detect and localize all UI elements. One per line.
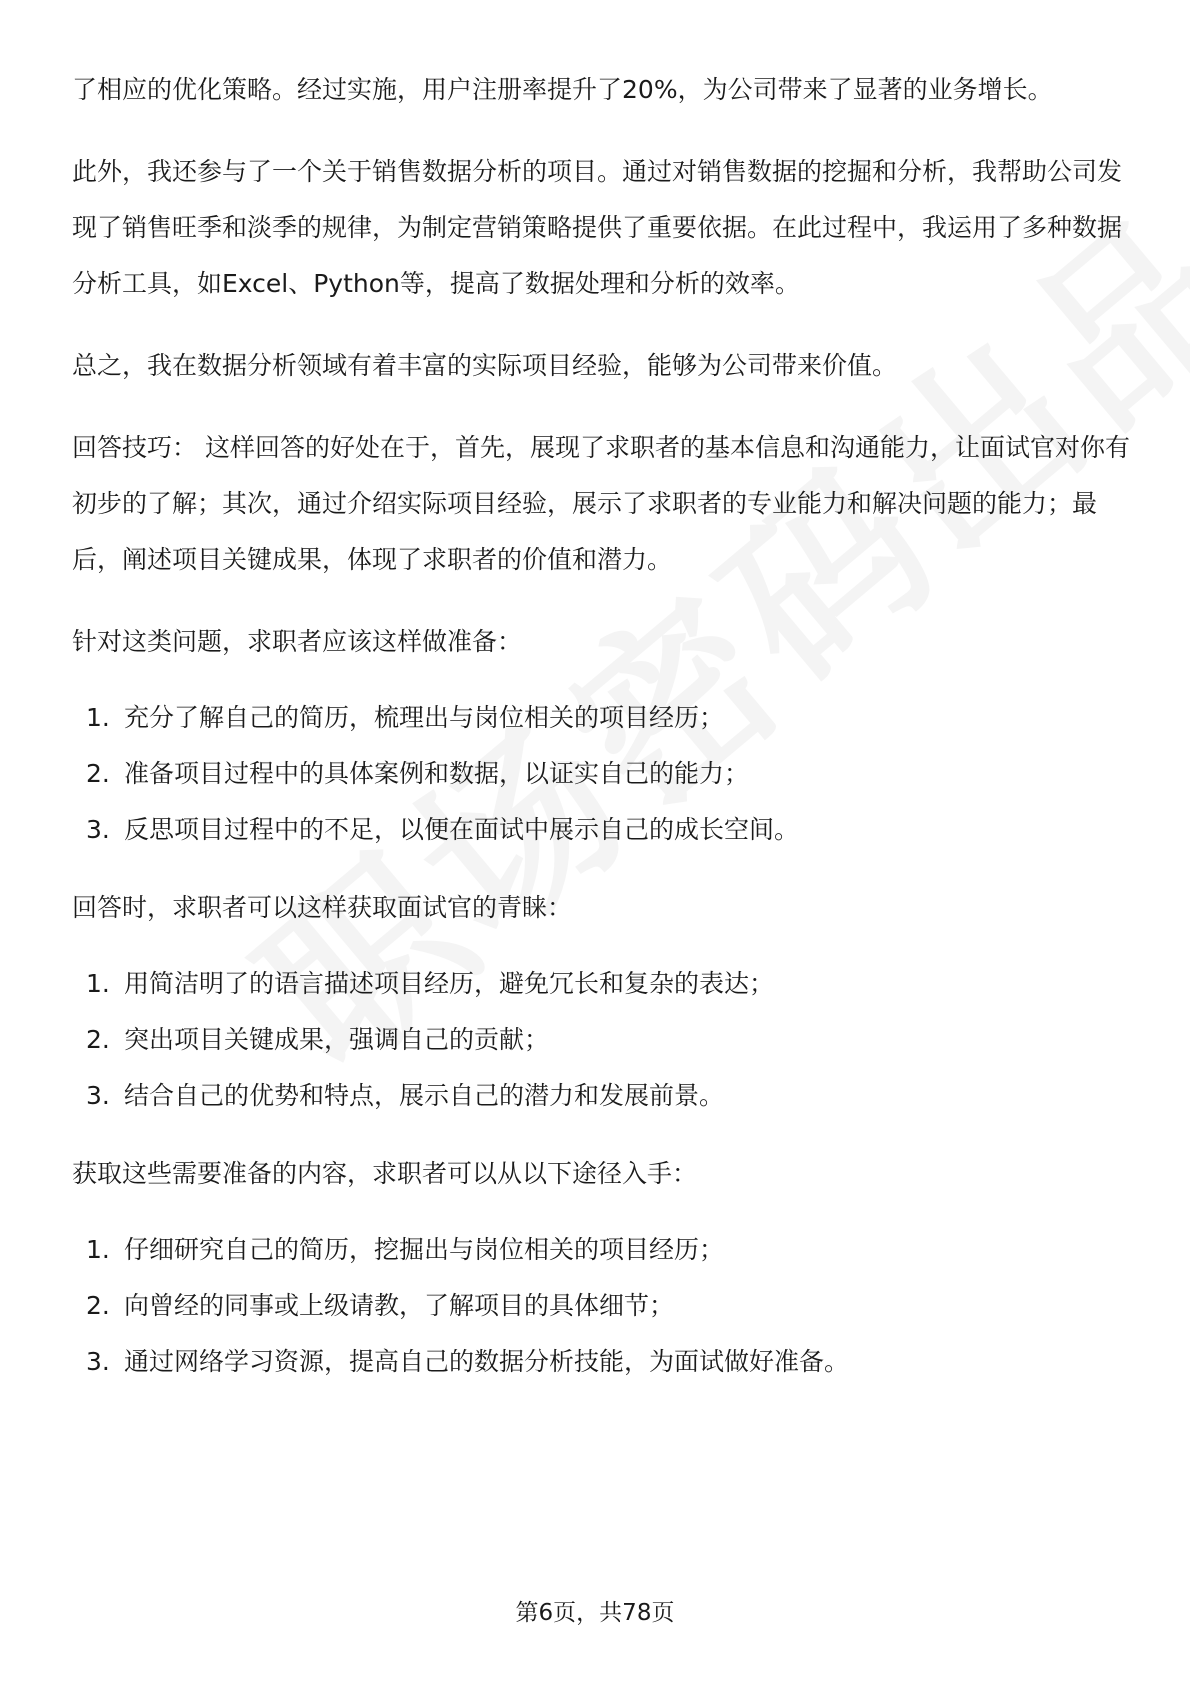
answering-list xyxy=(72,956,1132,1124)
section-intro-answering: 回答时，求职者可以这样获取面试官的青睐： xyxy=(72,893,573,922)
list-text: 准备项目过程中的具体案例和数据，以证实自己的能力； xyxy=(124,759,750,788)
document-body xyxy=(72,62,1132,1412)
list-text: 通过网络学习资源，提高自己的数据分析技能，为面试做好准备。 xyxy=(124,1347,850,1376)
list-text: 向曾经的同事或上级请教，了解项目的具体细节； xyxy=(124,1291,675,1320)
section-intro-sources: 获取这些需要准备的内容，求职者可以从以下途径入手： xyxy=(72,1159,698,1188)
list-text: 充分了解自己的简历，梳理出与岗位相关的项目经历； xyxy=(124,703,725,732)
list-item xyxy=(72,802,1132,858)
list-item xyxy=(72,1068,1132,1124)
list-text: 用简洁明了的语言描述项目经历，避免冗长和复杂的表达； xyxy=(124,969,775,998)
answer-tips-paragraph: 回答技巧： 这样回答的好处在于，首先，展现了求职者的基本信息和沟通能力，让面试官对你有初步的了解；其次，通过介绍实际项目经验，展示了求职者的专业能力和解决问题的能力；最后，阐述项目关键成果，体现了求职者的价值和潜力。 xyxy=(72,433,1130,574)
list-item xyxy=(72,746,1132,802)
paragraph: 总之，我在数据分析领域有着丰富的实际项目经验，能够为公司带来价值。 xyxy=(72,351,898,380)
list-item xyxy=(72,690,1132,746)
list-number: 2. xyxy=(86,1025,110,1054)
paragraph: 此外，我还参与了一个关于销售数据分析的项目。通过对销售数据的挖掘和分析，我帮助公司发现了销售旺季和淡季的规律，为制定营销策略提供了重要依据。在此过程中，我运用了多种数据分析工具，如Excel、Python等，提高了数据处理和分析的效率。 xyxy=(72,157,1123,298)
list-text: 仔细研究自己的简历，挖掘出与岗位相关的项目经历； xyxy=(124,1235,725,1264)
section-intro-preparation: 针对这类问题，求职者应该这样做准备： xyxy=(72,627,523,656)
list-number: 3. xyxy=(86,1081,110,1110)
list-number: 3. xyxy=(86,1347,110,1376)
list-item xyxy=(72,1222,1132,1278)
list-item xyxy=(72,1334,1132,1390)
list-number: 2. xyxy=(86,759,110,788)
list-item xyxy=(72,1012,1132,1068)
preparation-list xyxy=(72,690,1132,858)
paragraph: 了相应的优化策略。经过实施，用户注册率提升了20%，为公司带来了显著的业务增长。 xyxy=(72,75,1053,104)
list-item xyxy=(72,1278,1132,1334)
list-number: 3. xyxy=(86,815,110,844)
list-number: 2. xyxy=(86,1291,110,1320)
list-number: 1. xyxy=(86,1235,110,1264)
sources-list xyxy=(72,1222,1132,1390)
list-text: 结合自己的优势和特点，展示自己的潜力和发展前景。 xyxy=(124,1081,725,1110)
list-text: 反思项目过程中的不足，以便在面试中展示自己的成长空间。 xyxy=(124,815,800,844)
list-text: 突出项目关键成果，强调自己的贡献； xyxy=(124,1025,550,1054)
list-number: 1. xyxy=(86,969,110,998)
page-number: 第6页，共78页 xyxy=(515,1600,675,1626)
list-item xyxy=(72,956,1132,1012)
list-number: 1. xyxy=(86,703,110,732)
